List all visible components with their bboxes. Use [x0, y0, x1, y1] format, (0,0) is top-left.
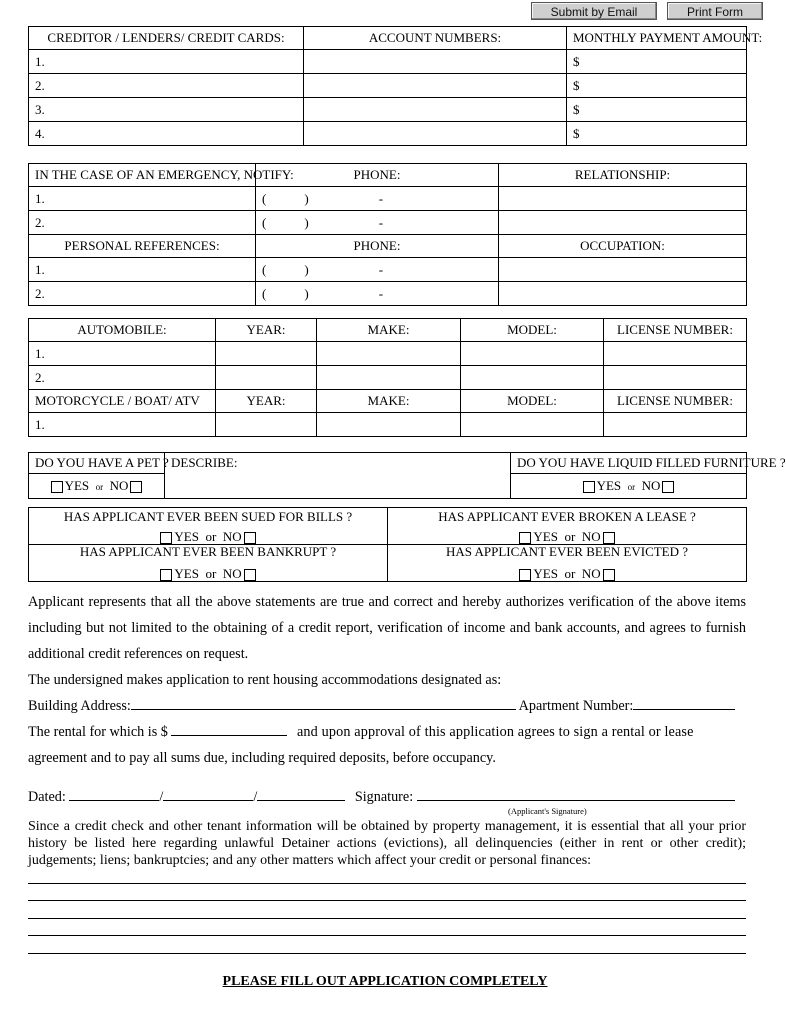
creditor-field-3[interactable]: 3. [29, 98, 304, 122]
footer-instruction: PLEASE FILL OUT APPLICATION COMPLETELY [222, 974, 548, 989]
sued-question: HAS APPLICANT EVER BEEN SUED FOR BILLS ? [63, 509, 353, 524]
furniture-yes-checkbox[interactable] [583, 481, 595, 493]
rental-agreement-continued: agreement and to pay all sums due, including required deposits, before occupancy. [28, 750, 496, 766]
history-line-2[interactable] [28, 900, 746, 901]
building-address-label: Building Address: [28, 698, 131, 714]
automobile-field-2[interactable]: 2. [29, 366, 216, 390]
creditor-field-4[interactable]: 4. [29, 122, 304, 146]
broken-yes-checkbox[interactable] [519, 532, 531, 544]
reference-name-field-1[interactable]: 1. [29, 258, 256, 282]
emergency-phone-field-1[interactable]: ( ) - [256, 187, 499, 211]
pet-answer: YES or NO [29, 474, 165, 499]
auto-license-header: LICENSE NUMBER: [604, 319, 747, 342]
evicted-no-checkbox[interactable] [603, 569, 615, 581]
monthly-payment-field-3[interactable]: $ [567, 98, 747, 122]
account-number-field-3[interactable] [304, 98, 567, 122]
monthly-payment-field-1[interactable]: $ [567, 50, 747, 74]
occupation-field-2[interactable] [499, 282, 747, 306]
furniture-question: DO YOU HAVE LIQUID FILLED FURNITURE ? [511, 453, 747, 474]
dated-signature-row: Dated: / / Signature: [28, 784, 746, 810]
emergency-name-field-2[interactable]: 2. [29, 211, 256, 235]
personal-references-header: PERSONAL REFERENCES: [29, 235, 256, 258]
auto-model-header: MODEL: [461, 319, 604, 342]
monthly-payment-field-2[interactable]: $ [567, 74, 747, 98]
pet-describe-field[interactable] [165, 474, 511, 499]
history-line-4[interactable] [28, 935, 746, 936]
apartment-number-label: Apartment Number: [518, 698, 634, 714]
bankrupt-yes-checkbox[interactable] [160, 569, 172, 581]
account-number-field-2[interactable] [304, 74, 567, 98]
rental-row [28, 719, 746, 745]
bankrupt-question: HAS APPLICANT EVER BEEN BANKRUPT ? [79, 544, 337, 560]
rental-agreement-text: and upon approval of this application agrees to sign a rental or lease [296, 724, 694, 740]
evicted-cell: HAS APPLICANT EVER BEEN EVICTED ? YES or NO [388, 545, 747, 582]
moto-make-field-1[interactable] [317, 413, 461, 437]
rental-amount-field[interactable] [171, 721, 287, 736]
moto-make-header: MAKE: [317, 390, 461, 413]
moto-license-field-1[interactable] [604, 413, 747, 437]
creditor-header: CREDITOR / LENDERS/ CREDIT CARDS: [29, 27, 304, 50]
auto-make-header: MAKE: [317, 319, 461, 342]
emergency-phone-header: PHONE: [256, 164, 499, 187]
moto-model-header: MODEL: [461, 390, 604, 413]
automobile-field-1[interactable]: 1. [29, 342, 216, 366]
motorcycle-header: MOTORCYCLE / BOAT/ ATV [29, 390, 216, 413]
moto-year-field-1[interactable] [216, 413, 317, 437]
emergency-references-table [28, 163, 747, 306]
reference-phone-field-1[interactable]: ( ) - [256, 258, 499, 282]
moto-model-field-1[interactable] [461, 413, 604, 437]
history-table [28, 507, 747, 582]
creditor-field-2[interactable]: 2. [29, 74, 304, 98]
moto-year-header: YEAR: [216, 390, 317, 413]
reference-phone-field-2[interactable]: ( ) - [256, 282, 499, 306]
creditor-field-1[interactable]: 1. [29, 50, 304, 74]
signature-caption: (Applicant's Signature) [508, 806, 587, 816]
print-form-button[interactable]: Print Form [667, 2, 763, 20]
bankrupt-no-checkbox[interactable] [244, 569, 256, 581]
pet-yes-checkbox[interactable] [51, 481, 63, 493]
evicted-question: HAS APPLICANT EVER BEEN EVICTED ? [445, 544, 689, 560]
auto-license-field-1[interactable] [604, 342, 747, 366]
auto-year-field-2[interactable] [216, 366, 317, 390]
sued-no-checkbox[interactable] [244, 532, 256, 544]
auto-model-field-1[interactable] [461, 342, 604, 366]
history-line-5[interactable] [28, 953, 746, 954]
authorization-paragraph: Applicant represents that all the above statements are true and correct and hereby authorizes verification of the above items including but not limited to the obtaining of a credit report, verification of income and bank accounts, and agrees to furnish additional credit references on request. [28, 594, 746, 662]
evicted-yes-checkbox[interactable] [519, 569, 531, 581]
date-year-field[interactable] [257, 786, 345, 801]
references-phone-header: PHONE: [256, 235, 499, 258]
account-numbers-header: ACCOUNT NUMBERS: [304, 27, 567, 50]
auto-year-header: YEAR: [216, 319, 317, 342]
building-address-field[interactable] [131, 695, 516, 710]
monthly-payment-field-4[interactable]: $ [567, 122, 747, 146]
bankrupt-cell: HAS APPLICANT EVER BEEN BANKRUPT ? YES or NO [29, 545, 388, 582]
vehicles-table [28, 318, 747, 437]
reference-name-field-2[interactable]: 2. [29, 282, 256, 306]
describe-label: DESCRIBE: [165, 453, 511, 474]
pet-no-checkbox[interactable] [130, 481, 142, 493]
relationship-header: RELATIONSHIP: [499, 164, 747, 187]
auto-make-field-1[interactable] [317, 342, 461, 366]
creditors-table [28, 26, 763, 146]
pet-table [28, 452, 786, 499]
account-number-field-4[interactable] [304, 122, 567, 146]
broken-no-checkbox[interactable] [603, 532, 615, 544]
automobile-header: AUTOMOBILE: [29, 319, 216, 342]
prior-history-paragraph: Since a credit check and other tenant information will be obtained by property management, it is essential that all your prior history be listed here regarding unlawful Detainer actions (evictions), all delinquencies (either in rent or other credit); judgements; liens; bankruptcies; and any other matters which affect your credit or personal finances: [28, 819, 746, 868]
relationship-field-2[interactable] [499, 211, 747, 235]
monthly-payment-header: MONTHLY PAYMENT AMOUNT: [567, 27, 747, 50]
emergency-phone-field-2[interactable]: ( ) - [256, 211, 499, 235]
sued-yes-checkbox[interactable] [160, 532, 172, 544]
submit-by-email-button[interactable]: Submit by Email [531, 2, 657, 20]
rental-label: The rental for which is $ [28, 724, 168, 740]
occupation-field-1[interactable] [499, 258, 747, 282]
dated-label: Dated: [28, 789, 66, 805]
emergency-name-field-1[interactable]: 1. [29, 187, 256, 211]
signature-field[interactable] [417, 786, 735, 801]
apartment-number-field[interactable] [633, 695, 735, 710]
furniture-answer: YES or NO [511, 474, 747, 499]
date-day-field[interactable] [163, 786, 253, 801]
furniture-no-checkbox[interactable] [662, 481, 674, 493]
pet-question: DO YOU HAVE A PET ? [29, 453, 165, 474]
sued-cell: HAS APPLICANT EVER BEEN SUED FOR BILLS ? YES or NO [29, 508, 388, 545]
auto-year-field-1[interactable] [216, 342, 317, 366]
building-address-row [28, 693, 746, 719]
moto-license-header: LICENSE NUMBER: [604, 390, 747, 413]
application-statement: The undersigned makes application to rent housing accommodations designated as: [28, 672, 502, 688]
history-line-3[interactable] [28, 918, 746, 919]
date-month-field[interactable] [69, 786, 159, 801]
account-number-field-1[interactable] [304, 50, 567, 74]
broken-lease-cell: HAS APPLICANT EVER BROKEN A LEASE ? YES or NO [388, 508, 747, 545]
emergency-header: IN THE CASE OF AN EMERGENCY, NOTIFY: [29, 164, 256, 187]
auto-model-field-2[interactable] [461, 366, 604, 390]
auto-license-field-2[interactable] [604, 366, 747, 390]
broken-lease-question: HAS APPLICANT EVER BROKEN A LEASE ? [438, 509, 696, 524]
signature-label: Signature: [354, 789, 414, 805]
auto-make-field-2[interactable] [317, 366, 461, 390]
relationship-field-1[interactable] [499, 187, 747, 211]
motorcycle-field-1[interactable]: 1. [29, 413, 216, 437]
history-line-1[interactable] [28, 883, 746, 884]
occupation-header: OCCUPATION: [499, 235, 747, 258]
